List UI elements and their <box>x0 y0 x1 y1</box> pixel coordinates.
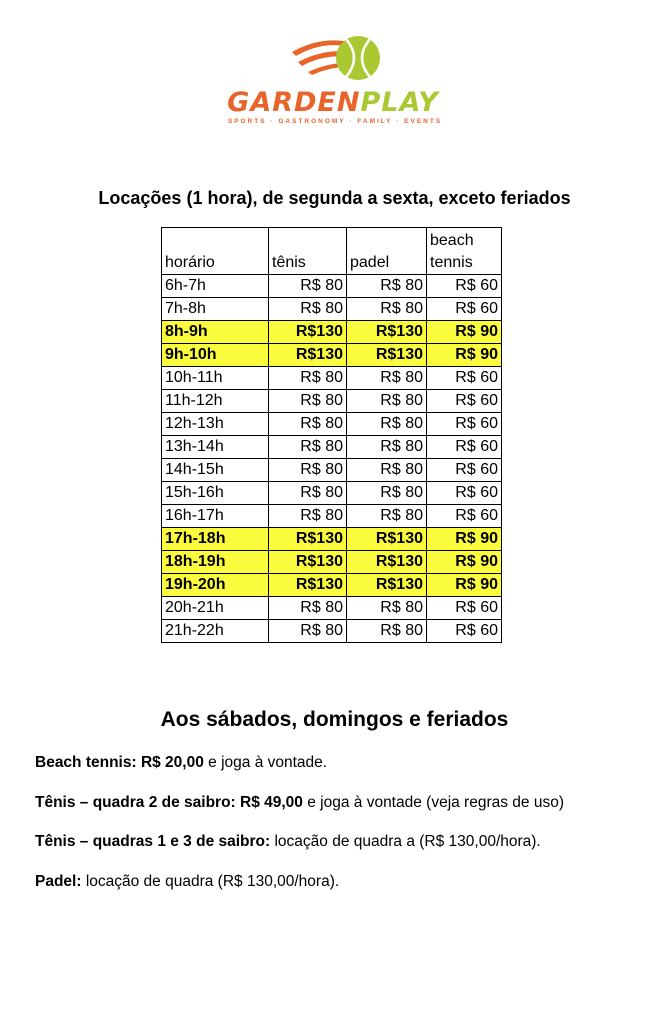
cell-tenis: R$ 80 <box>269 597 347 620</box>
table-row <box>162 275 502 298</box>
weekend-title: Aos sábados, domingos e feriados <box>160 708 509 731</box>
cell-padel: R$ 80 <box>347 275 427 298</box>
cell-tenis: R$ 80 <box>269 298 347 321</box>
cell-horario: 16h-17h <box>162 505 269 528</box>
cell-tenis: R$130 <box>269 344 347 367</box>
cell-padel: R$130 <box>347 528 427 551</box>
cell-beach-tennis: R$ 90 <box>427 574 502 597</box>
table-row <box>162 413 502 436</box>
cell-horario: 13h-14h <box>162 436 269 459</box>
table-header-row <box>162 228 502 275</box>
logo-wordmark: GARDENPLAY <box>227 87 439 118</box>
cell-tenis: R$ 80 <box>269 505 347 528</box>
cell-horario: 11h-12h <box>162 390 269 413</box>
cell-beach-tennis: R$ 60 <box>427 620 502 643</box>
cell-padel: R$ 80 <box>347 597 427 620</box>
table-row <box>162 298 502 321</box>
table-row <box>162 482 502 505</box>
cell-padel: R$ 80 <box>347 298 427 321</box>
cell-horario: 14h-15h <box>162 459 269 482</box>
weekend-line-tenis-q2: Tênis – quadra 2 de saibro: R$ 49,00 e joga à vontade (veja regras de uso) <box>35 794 564 811</box>
cell-horario: 17h-18h <box>162 528 269 551</box>
cell-horario: 7h-8h <box>162 298 269 321</box>
cell-tenis: R$ 80 <box>269 459 347 482</box>
cell-tenis: R$ 80 <box>269 436 347 459</box>
cell-padel: R$ 80 <box>347 367 427 390</box>
cell-beach-tennis: R$ 60 <box>427 459 502 482</box>
cell-beach-tennis: R$ 60 <box>427 436 502 459</box>
table-row <box>162 528 502 551</box>
weekend-line-beach: Beach tennis: R$ 20,00 e joga à vontade. <box>35 754 328 771</box>
table-row <box>162 505 502 528</box>
cell-beach-tennis: R$ 90 <box>427 551 502 574</box>
cell-horario: 8h-9h <box>162 321 269 344</box>
header-padel: padel <box>347 228 427 275</box>
cell-horario: 10h-11h <box>162 367 269 390</box>
cell-tenis: R$ 80 <box>269 275 347 298</box>
weekend-line-tenis-q13: Tênis – quadras 1 e 3 de saibro: locação de quadra a (R$ 130,00/hora). <box>35 833 541 850</box>
cell-tenis: R$ 80 <box>269 620 347 643</box>
table-row <box>162 551 502 574</box>
cell-horario: 15h-16h <box>162 482 269 505</box>
cell-horario: 19h-20h <box>162 574 269 597</box>
table-row <box>162 344 502 367</box>
header-horario: horário <box>162 228 269 275</box>
gardenplay-logo <box>200 30 470 130</box>
table-row <box>162 459 502 482</box>
table-row <box>162 574 502 597</box>
table-row <box>162 390 502 413</box>
cell-padel: R$ 80 <box>347 482 427 505</box>
cell-padel: R$ 80 <box>347 413 427 436</box>
cell-beach-tennis: R$ 60 <box>427 482 502 505</box>
cell-tenis: R$ 80 <box>269 482 347 505</box>
cell-padel: R$ 80 <box>347 436 427 459</box>
cell-tenis: R$130 <box>269 528 347 551</box>
cell-horario: 6h-7h <box>162 275 269 298</box>
cell-beach-tennis: R$ 60 <box>427 413 502 436</box>
cell-beach-tennis: R$ 60 <box>427 298 502 321</box>
table-row <box>162 367 502 390</box>
cell-padel: R$130 <box>347 551 427 574</box>
cell-tenis: R$ 80 <box>269 367 347 390</box>
cell-beach-tennis: R$ 90 <box>427 528 502 551</box>
cell-tenis: R$130 <box>269 574 347 597</box>
cell-beach-tennis: R$ 60 <box>427 367 502 390</box>
cell-horario: 9h-10h <box>162 344 269 367</box>
logo-tagline: SPORTS · GASTRONOMY · FAMILY · EVENTS <box>227 118 443 125</box>
cell-padel: R$ 80 <box>347 459 427 482</box>
cell-beach-tennis: R$ 90 <box>427 321 502 344</box>
cell-tenis: R$ 80 <box>269 413 347 436</box>
header-tenis: tênis <box>269 228 347 275</box>
cell-padel: R$130 <box>347 344 427 367</box>
cell-horario: 18h-19h <box>162 551 269 574</box>
cell-beach-tennis: R$ 60 <box>427 275 502 298</box>
cell-horario: 21h-22h <box>162 620 269 643</box>
table-row <box>162 620 502 643</box>
tennis-ball-icon <box>200 30 470 90</box>
cell-beach-tennis: R$ 90 <box>427 344 502 367</box>
cell-beach-tennis: R$ 60 <box>427 390 502 413</box>
weekday-price-table <box>161 227 502 643</box>
cell-horario: 12h-13h <box>162 413 269 436</box>
weekday-title: Locações (1 hora), de segunda a sexta, exceto feriados <box>98 188 571 208</box>
cell-beach-tennis: R$ 60 <box>427 597 502 620</box>
cell-horario: 20h-21h <box>162 597 269 620</box>
cell-padel: R$ 80 <box>347 390 427 413</box>
cell-padel: R$ 80 <box>347 505 427 528</box>
table-row <box>162 436 502 459</box>
cell-beach-tennis: R$ 60 <box>427 505 502 528</box>
cell-tenis: R$130 <box>269 551 347 574</box>
cell-padel: R$ 80 <box>347 620 427 643</box>
weekend-line-padel: Padel: locação de quadra (R$ 130,00/hora). <box>35 873 340 890</box>
header-beach-tennis: beach tennis <box>427 228 502 275</box>
cell-padel: R$130 <box>347 321 427 344</box>
cell-tenis: R$130 <box>269 321 347 344</box>
table-row <box>162 321 502 344</box>
cell-padel: R$130 <box>347 574 427 597</box>
cell-tenis: R$ 80 <box>269 390 347 413</box>
table-row <box>162 597 502 620</box>
